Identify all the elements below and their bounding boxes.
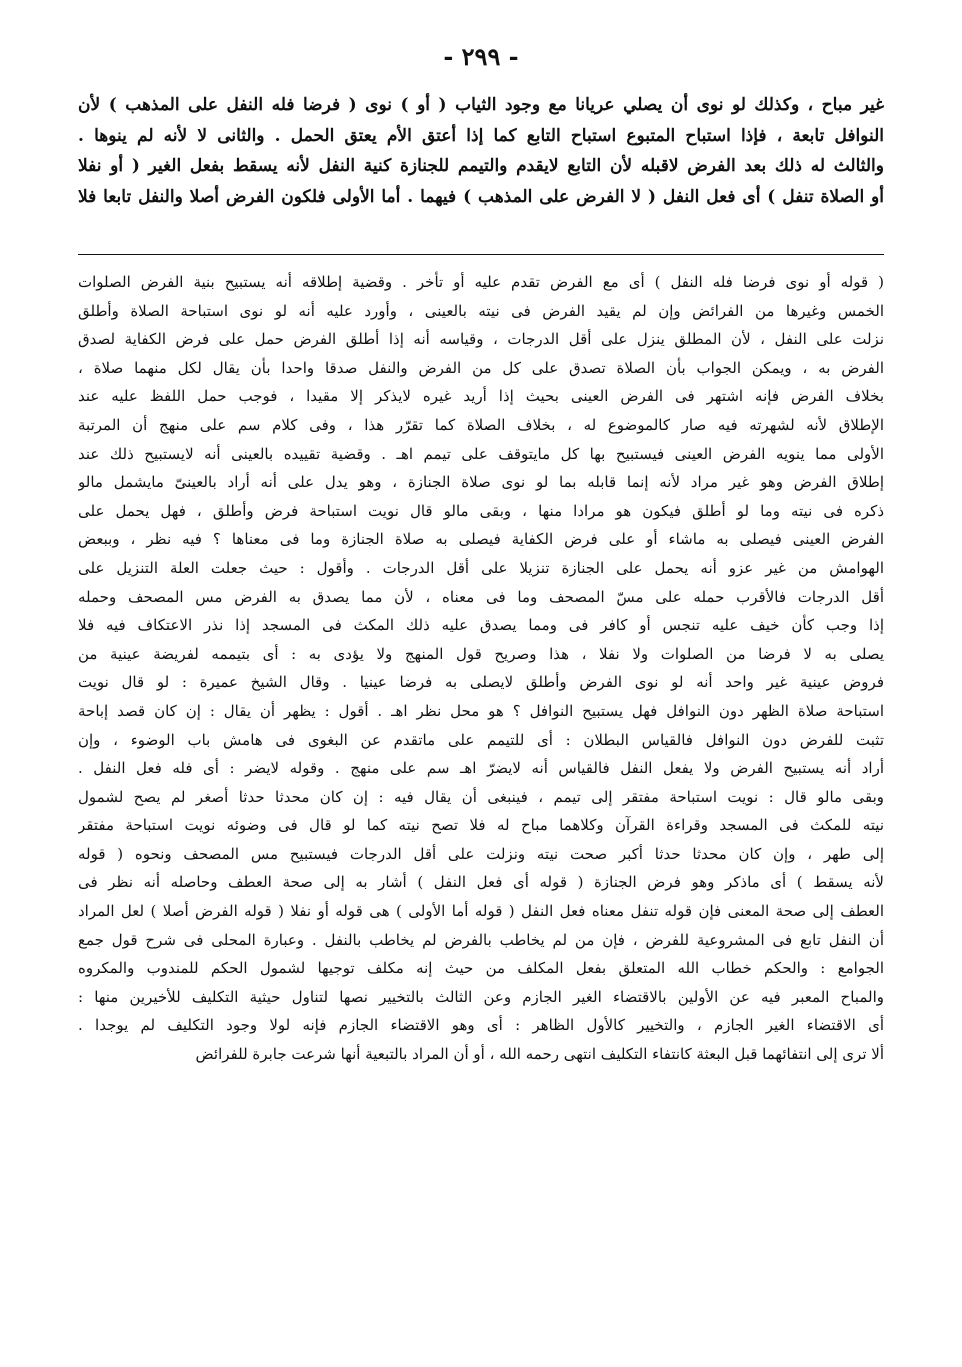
- main-text-line: غير مباح ، وكذلك لو نوى أن يصلي عريانا مع وجود الثياب ( أو ) نوى ( فرضا فله النفل على المذهب ) لأن: [78, 95, 884, 115]
- commentary-text: [78, 268, 884, 1069]
- commentary-line: الهوامش من غير عزو أنه يحمل على الجنازة تنزيلا على أقل الدرجات . وأقول : حيث جعلت العلة التنزيل على: [78, 558, 884, 577]
- main-text-line: أو الصلاة تنفل ) أى فعل النفل ( لا الفرض على المذهب ) فيهما . أما الأولى فلكون الفرض أصلا والنفل تابعا فلا: [78, 186, 884, 207]
- commentary-line: الفرض به ، ويمكن الجواب بأن الصلاة تصدق على كل من الفرض والنفل صدقا واحدا بأن يقال لكل منهما صلاة ،: [78, 358, 884, 377]
- commentary-line: نيته للمكث فى المسجد وقراءة القرآن وكلاهما مباح له فلا تصح نيته كما لو قال فى وضوئه نويت استباحة مفتقر: [78, 816, 884, 835]
- commentary-line: بخلاف الفرض فإنه اشتهر فى الفرض العينى بحيث إذا أريد غيره لايذكر إلا مقيدا ، فوجب حمل اللفظ عليه عند: [78, 387, 884, 406]
- commentary-line: ( قوله أو نوى فرضا فله النفل ) أى مع الفرض تقدم عليه أو تأخر . وقضية إطلاقه أنه يستبيح بنية الفرض الصلوات: [78, 273, 884, 291]
- commentary-line: أراد أنه يستبيح الفرض ولا يفعل النفل فالقياس أنه لايضرّ اهـ سم على منهج . وقوله لايضر : أى فله فعل النفل .: [78, 759, 884, 778]
- commentary-line: إلى طهر ، وإن كان محدثا حدثا أكبر صحت نيته ونزلت على أقل الدرجات فيستبيح مس المصحف ونحوه ( قوله: [78, 844, 884, 863]
- commentary-line: والمباح المعبر فيه عن الأولين بالاقتضاء الغير الجازم وعن الثالث بالتخيير نصها لتناول حيثية التكليف للأخيرين منها :: [78, 987, 884, 1006]
- main-text-line: النوافل تابعة ، فإذا استباح المتبوع استباح التابع كما إذا أعتق الأم يعتق الحمل . والثانى لا لأنه لم ينوها .: [78, 125, 884, 146]
- commentary-line: ذكره فى نيته وما لو أطلق فيكون هو مرادا منها ، وبقى مالو قال نويت استباحة فرض وأطلق ، فهل يحمل على: [78, 501, 884, 520]
- main-text-line: والثالث له ذلك بعد الفرض لاقبله لأن التابع لايقدم والتيمم للجنازة كنية النفل لأنه يسقط بفعل الغير ( أو نفلا: [78, 156, 884, 176]
- commentary-line: أقل الدرجات فالأقرب حمله على مسّ المصحف وما فى معناه ، لأن مما يصدق به الفرض مس المصحف وحمله: [78, 587, 884, 606]
- commentary-line: أن النفل تابع فى المشروعية للفرض ، فإن من لم يخاطب بالفرض لم يخاطب بالنفل . وعبارة المحلى فى شرح قول جمع: [78, 930, 884, 949]
- commentary-line: ألا ترى إلى انتفائهما قبل البعثة كانتفاء التكليف انتهى رحمه الله ، أو أن المراد بالتبعية أنها شرعت جابرة للفرائض: [195, 1045, 884, 1064]
- commentary-line: أى الاقتضاء الغير الجازم ، والتخيير كالأول الظاهر : أى وهو الاقتضاء الجازم فإنه لولا وجود التكليف لم يوجدا .: [78, 1016, 884, 1035]
- commentary-line: إطلاق الفرض وهو غير مراد لأنه إنما قابله بما لو نوى صلاة الجنازة ، وهو يدل على أنه أراد بالعينىّ مايشمل مالو: [78, 473, 884, 492]
- commentary-line: الخمس وغيرها من الفرائض وإن لم يقيد الفرض فى نيته بالعينى ، وأورد عليه أنه لو نوى استباحة الصلاة وأطلق: [78, 301, 884, 320]
- commentary-line: العطف إلى صحة المعنى فإن قوله تنفل معناه فعل النفل ( قوله أما الأولى ) هى قوله أو نفلا ( قوله الفرض أصلا ) لعل المراد: [78, 902, 884, 921]
- footnote-divider: [78, 254, 884, 255]
- commentary-line: الفرض العينى فيصلى به ماشاء أو على فرض الكفاية فيصلى به صلاة الجنازة وما فى معناها ؟ فيه نظر ، وببعض: [78, 530, 884, 549]
- commentary-line: يصلى به لا فرضا من الصلوات ولا نفلا ، هذا وصريح قول المنهج ولا يؤدى به : أى بتيممه لفريضة عينية من: [78, 644, 884, 663]
- commentary-line: نزلت على النفل ، لأن المطلق ينزل على أقل الدرجات ، وقياسه أنه إذا أطلق الفرض حمل على فرض الكفاية لصدق: [78, 330, 884, 349]
- commentary-line: إذا وجب كأن خيف عليه تنجس أو كافر فى ومما يصدق عليه ذلك المكث فى المسجد إذا نذر الاعتكاف فيه فلا: [78, 616, 884, 635]
- page-number: - ٢٩٩ -: [443, 42, 519, 71]
- commentary-line: الأولى مما ينويه الفرض العينى فيستبيح بها كل مايتوقف على تيمم اهـ . وقضية تقييده بالعينى أنه لايستبيح ذلك عند: [78, 444, 884, 463]
- commentary-line: استباحة صلاة الظهر دون النوافل فهل يستبيح النوافل ؟ هو محل نظر اهـ . أقول : يظهر أن يقال : إن كان قصد إباحة: [78, 701, 884, 720]
- commentary-line: الجوامع : والحكم خطاب الله المتعلق بفعل المكلف من حيث إنه مكلف توجيها لشمول الحكم للمندوب والمكروه: [78, 959, 884, 978]
- commentary-line: تثبت للفرض دون النوافل فالقياس البطلان : أى للتيمم على ماتقدم عن البغوى فى هامش باب الوضوء ، وإن: [78, 730, 884, 749]
- commentary-line: الإطلاق لأنه لشهرته فيه صار كالموضوع له ، بخلاف الصلاة كما تقرّر هذا ، وفى كلام سم على منهج أن المرتبة: [78, 415, 884, 434]
- commentary-line: فروض عينية غير واحد أنه لو نوى الفرض وأطلق لايصلى به فرضا عينيا . وقال الشيخ عميرة : لو قال نويت: [78, 673, 884, 692]
- commentary-line: وبقى مالو قال : نويت استباحة مفتقر إلى تيمم ، فينبغى أن يقال فيه : إن كان محدثا حدثا أصغر لم يصح لشمول: [78, 787, 884, 806]
- commentary-line: لأنه يسقط ) أى ماذكر وهو فرض الجنازة ( قوله أى فعل النفل ) أشار به إلى صحة العطف وحاصله أنه نظر فى: [78, 873, 884, 892]
- main-text: [78, 90, 884, 212]
